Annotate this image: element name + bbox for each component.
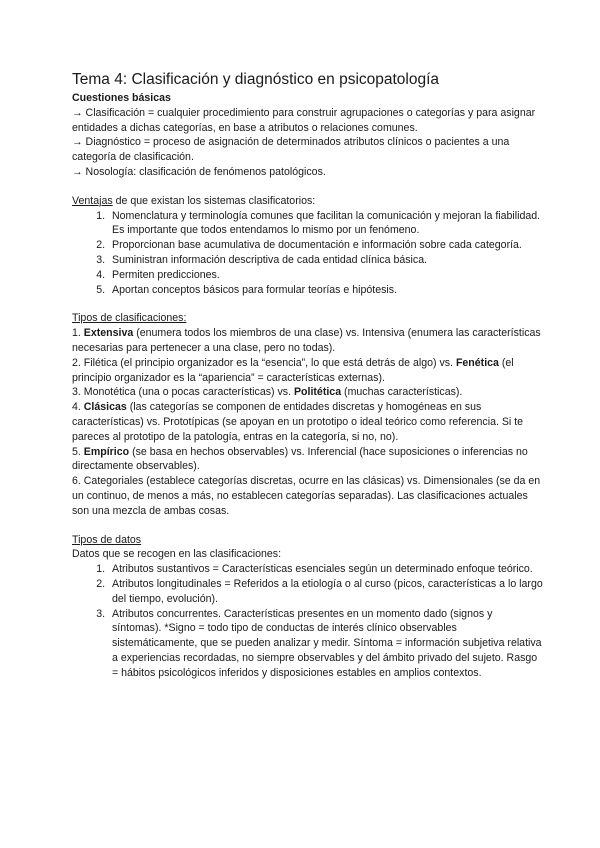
section-heading-tipos-datos: Tipos de datos <box>72 533 142 546</box>
clasificacion-item-1 <box>72 326 544 356</box>
clasificacion-item-2 <box>72 356 544 386</box>
tipos-datos-list <box>72 562 544 680</box>
clasificacion-item-6: 6. Categoriales (establece categorías discretas, ocurre en las clásicas) vs. Dimensionales (se da en un continuo, de menos a más, no establecen categorías separadas). Las clasificaciones actuales son una mezcla de ambas cosas. <box>72 475 541 517</box>
section-heading-tipos-clasificaciones: Tipos de clasificaciones: <box>72 312 187 325</box>
item-text: (enumera todos los miembros de una clase) vs. Intensiva (enumera las características necesarias para pertenecer a una clase, pero no todas). <box>72 327 541 354</box>
item-text: (se basa en hechos observables) vs. Inferencial (hace suposiciones o inferencias no directamente observables). <box>72 445 528 473</box>
clasificacion-item-4 <box>72 400 544 444</box>
bold-term: Clásicas <box>83 401 127 414</box>
list-item: 3. Suministran información descriptiva de cada entidad clínica básica. <box>108 253 544 268</box>
bold-term: Politética <box>293 386 342 399</box>
ventajas-list <box>72 209 544 298</box>
list-item: 3. Atributos concurrentes. Características presentes en un momento dado (signos y síntomas). *Signo = todo tipo de conductas de interés clínico observables sistemáticamente, que se pueden analizar y medir. Síntoma = información subjetiva relativa a experiencias recordadas, no siempre observables y del ámbito privado del sujeto. Rasgo = hábitos psicológicos inferidos y disposiciones estables en amplios contextos. <box>108 607 544 681</box>
list-item: 5. Aportan conceptos básicos para formular teorías e hipótesis. <box>108 283 544 298</box>
section-heading-cuestiones: Cuestiones básicas <box>72 92 171 104</box>
list-item: 4. Permiten predicciones. <box>108 268 544 283</box>
item-text: 2. Filética (el principio organizador es la “esencia”, lo que está detrás de algo) vs. <box>72 356 456 369</box>
ventajas-heading-rest: de que existan los sistemas clasificatorios: <box>112 194 316 207</box>
list-item: 1. Nomenclatura y terminología comunes que facilitan la comunicación y mejoran la fiabilidad. Es importante que todos entendamos lo mismo por un fenómeno. <box>108 209 544 239</box>
definition-clasificacion: → Clasificación = cualquier procedimiento para construir agrupaciones o categorías y para asignar entidades a dichas categorías, en base a atributos o relaciones comunes. <box>72 106 536 134</box>
bold-term: Empírico <box>83 445 130 458</box>
page-title: Tema 4: Clasificación y diagnóstico en psicopatología <box>72 71 440 88</box>
list-item: 2. Proporcionan base acumulativa de documentación e información sobre cada categoría. <box>108 238 544 253</box>
item-text: (el principio organizador es la “apariencia” = características externas). <box>72 356 514 384</box>
clasificacion-item-3 <box>72 385 544 400</box>
item-text: 3. Monotética (una o pocas características) vs. <box>72 386 294 399</box>
item-text: (las categorías se componen de entidades discretas y homogéneas en sus características) vs. Prototípicas (se apoyan en un prototipo o ideal teórico como referencia. Si te pareces al prototipo de la patología, entras en la categoría, si no, no). <box>72 401 524 443</box>
tipos-datos-intro: Datos que se recogen en las clasificaciones: <box>72 548 282 561</box>
item-text: 4. <box>72 401 84 414</box>
definition-diagnostico: → Diagnóstico = proceso de asignación de determinados atributos clínicos o pacientes a una categoría de clasificación. <box>72 136 510 164</box>
bold-term: Extensiva <box>83 327 134 340</box>
item-text: (muchas características). <box>341 386 463 399</box>
list-item: 1. Atributos sustantivos = Características esenciales según un determinado enfoque teórico. <box>108 562 544 577</box>
item-text: 1. <box>72 327 84 340</box>
bold-term: Fenética <box>455 356 499 369</box>
section-heading-ventajas <box>72 194 544 209</box>
item-text: 5. <box>72 445 84 458</box>
list-item: 2. Atributos longitudinales = Referidos a la etiología o al curso (picos, características a lo largo del tiempo, evolución). <box>108 577 544 607</box>
ventajas-underlined: Ventajas <box>72 194 113 207</box>
definition-nosologia: → Nosología: clasificación de fenómenos patológicos. <box>72 165 326 178</box>
clasificacion-item-5 <box>72 445 544 475</box>
